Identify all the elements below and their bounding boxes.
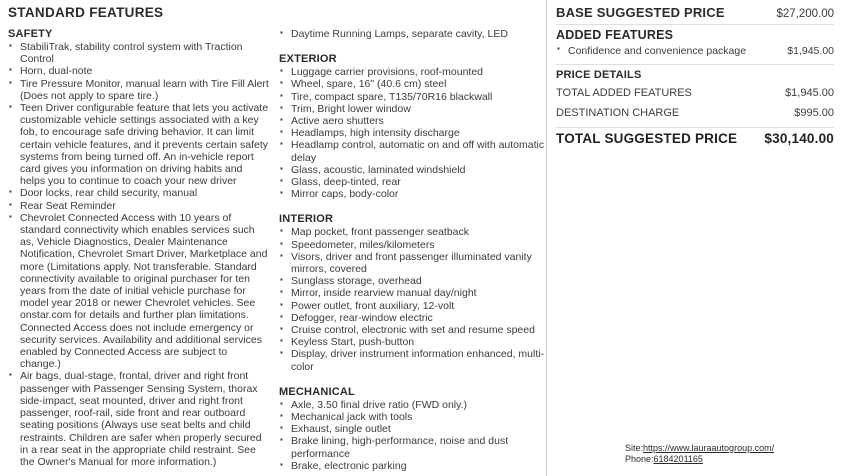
feature-item: ▪ Teen Driver configurable feature that lets you activate customizable vehicle settings associated with a key fob, to encourage safe driving behavior. It can limit certain vehicle features, and it prevents certain safety systems from being turned off. An in-vehicle report card gives you information on driving habits and helps you to continue to coach your new driver bbox=[8, 102, 269, 187]
feature-item: ▪ Trim, Bright lower window bbox=[279, 103, 546, 115]
price-detail-value: $1,945.00 bbox=[785, 87, 834, 99]
added-features-list bbox=[556, 45, 834, 57]
feature-item: ▪ Active aero shutters bbox=[279, 115, 546, 127]
price-details-rows bbox=[556, 87, 834, 119]
total-price-label: TOTAL SUGGESTED PRICE bbox=[556, 131, 738, 146]
added-feature-value: $1,945.00 bbox=[787, 45, 834, 57]
features-column-2 bbox=[279, 22, 546, 472]
feature-item: ▪ Axle, 3.50 final drive ratio (FWD only.) bbox=[279, 399, 546, 411]
feature-item: ▪ Chevrolet Connected Access with 10 years of standard connectivity which enables services such as, Vehicle Diagnostics, Dealer Maintenance Notification, Chevrolet Smart Driver, Marketplace and more (Limitations apply. Not transferable. Standard connectivity available to original purchaser for ten years from the date of initial vehicle purchase for model year 2018 or newer Chevrolet vehicles. See onstar.com for details and further plan limitations. Connected Access does not include emergency or security services. Availability and additional services enabled by Connected Access are subject to change.) bbox=[8, 212, 269, 371]
price-detail-label: DESTINATION CHARGE bbox=[556, 107, 680, 119]
site-line bbox=[625, 443, 774, 454]
feature-item: ▪ Map pocket, front passenger seatback bbox=[279, 226, 546, 238]
feature-item: ▪ Exhaust, single outlet bbox=[279, 423, 546, 435]
feature-item: ▪ Mirror, inside rearview manual day/night bbox=[279, 287, 546, 299]
divider bbox=[556, 24, 834, 25]
feature-list bbox=[279, 226, 546, 372]
site-link[interactable]: https://www.lauraautogroup.com/ bbox=[643, 443, 775, 453]
added-features-heading: ADDED FEATURES bbox=[556, 28, 674, 42]
feature-item: ▪ Mirror caps, body-color bbox=[279, 188, 546, 200]
price-details-heading: PRICE DETAILS bbox=[556, 69, 642, 81]
price-detail-value: $995.00 bbox=[794, 107, 834, 119]
price-panel bbox=[546, 0, 843, 476]
feature-list bbox=[8, 41, 269, 468]
divider bbox=[556, 64, 834, 65]
feature-item: ▪ Door locks, rear child security, manual bbox=[8, 187, 269, 199]
feature-item: ▪ Defogger, rear-window electric bbox=[279, 312, 546, 324]
section-heading-interior: INTERIOR bbox=[279, 213, 334, 226]
feature-item: ▪ Speedometer, miles/kilometers bbox=[279, 239, 546, 251]
feature-item: ▪ StabiliTrak, stability control system with Traction Control bbox=[8, 41, 269, 65]
base-price-row bbox=[556, 2, 834, 22]
feature-item: ▪ Cruise control, electronic with set and resume speed bbox=[279, 324, 546, 336]
feature-item: ▪ Keyless Start, push-button bbox=[279, 336, 546, 348]
page-title: STANDARD FEATURES bbox=[8, 5, 164, 20]
section-heading-mechanical: MECHANICAL bbox=[279, 385, 355, 398]
price-detail-row bbox=[556, 107, 834, 119]
section-heading-exterior: EXTERIOR bbox=[279, 53, 337, 66]
feature-item: ▪ Horn, dual-note bbox=[8, 65, 269, 77]
section-heading-safety: SAFETY bbox=[8, 28, 53, 40]
features-column-1 bbox=[8, 22, 269, 472]
feature-list bbox=[279, 66, 546, 200]
total-price-row bbox=[556, 131, 834, 146]
divider bbox=[556, 127, 834, 128]
feature-item: ▪ Wheel, spare, 16" (40.6 cm) steel bbox=[279, 78, 546, 90]
feature-item: ▪ Display, driver instrument information enhanced, multi-color bbox=[279, 348, 546, 372]
feature-item: ▪ Headlamps, high intensity discharge bbox=[279, 127, 546, 139]
feature-item: ▪ Visors, driver and front passenger illuminated vanity mirrors, covered bbox=[279, 251, 546, 275]
site-label: Site: bbox=[625, 443, 644, 453]
feature-item: ▪ Headlamp control, automatic on and off with automatic delay bbox=[279, 139, 546, 163]
feature-item: ▪ Air bags, dual-stage, frontal, driver and right front passenger with Passenger Sensing System, thorax side-impact, seat mounted, driver and right front passenger, roof-rail, side front and rear outboard seating positions (Always use seat belts and child restraints. Children are safer when properly secured in a rear seat in the appropriate child restraint. See the Owner's Manual for more information.) bbox=[8, 370, 269, 468]
feature-item: ▪ Glass, deep-tinted, rear bbox=[279, 176, 546, 188]
feature-item: ▪ Brake lining, high-performance, noise and dust performance bbox=[279, 435, 546, 459]
price-detail-label: TOTAL ADDED FEATURES bbox=[556, 87, 692, 99]
phone-line bbox=[625, 454, 774, 465]
total-price-value: $30,140.00 bbox=[764, 131, 834, 146]
feature-item: ▪ Glass, acoustic, laminated windshield bbox=[279, 164, 546, 176]
feature-item: ▪ Brake, electronic parking bbox=[279, 460, 546, 472]
added-feature-label: ▪ Confidence and convenience package bbox=[556, 45, 746, 57]
base-price-label: BASE SUGGESTED PRICE bbox=[556, 5, 725, 20]
dealer-contact bbox=[625, 443, 774, 464]
feature-item: ▪ Tire Pressure Monitor, manual learn with Tire Fill Alert (Does not apply to spare tire.) bbox=[8, 78, 269, 102]
feature-list bbox=[279, 28, 546, 40]
feature-list bbox=[279, 399, 546, 472]
phone-link[interactable]: 6184201165 bbox=[653, 453, 703, 464]
feature-item: ▪ Power outlet, front auxiliary, 12-volt bbox=[279, 300, 546, 312]
feature-item: ▪ Luggage carrier provisions, roof-mounted bbox=[279, 66, 546, 78]
base-price-value: $27,200.00 bbox=[776, 8, 834, 20]
phone-label: Phone: bbox=[625, 453, 654, 464]
feature-item: ▪ Daytime Running Lamps, separate cavity, LED bbox=[279, 28, 546, 40]
price-detail-row bbox=[556, 87, 834, 99]
feature-item: ▪ Sunglass storage, overhead bbox=[279, 275, 546, 287]
features-columns bbox=[8, 22, 546, 472]
feature-item: ▪ Rear Seat Reminder bbox=[8, 200, 269, 212]
added-feature-row bbox=[556, 45, 834, 57]
feature-item: ▪ Mechanical jack with tools bbox=[279, 411, 546, 423]
feature-item: ▪ Tire, compact spare, T135/70R16 blackwall bbox=[279, 91, 546, 103]
